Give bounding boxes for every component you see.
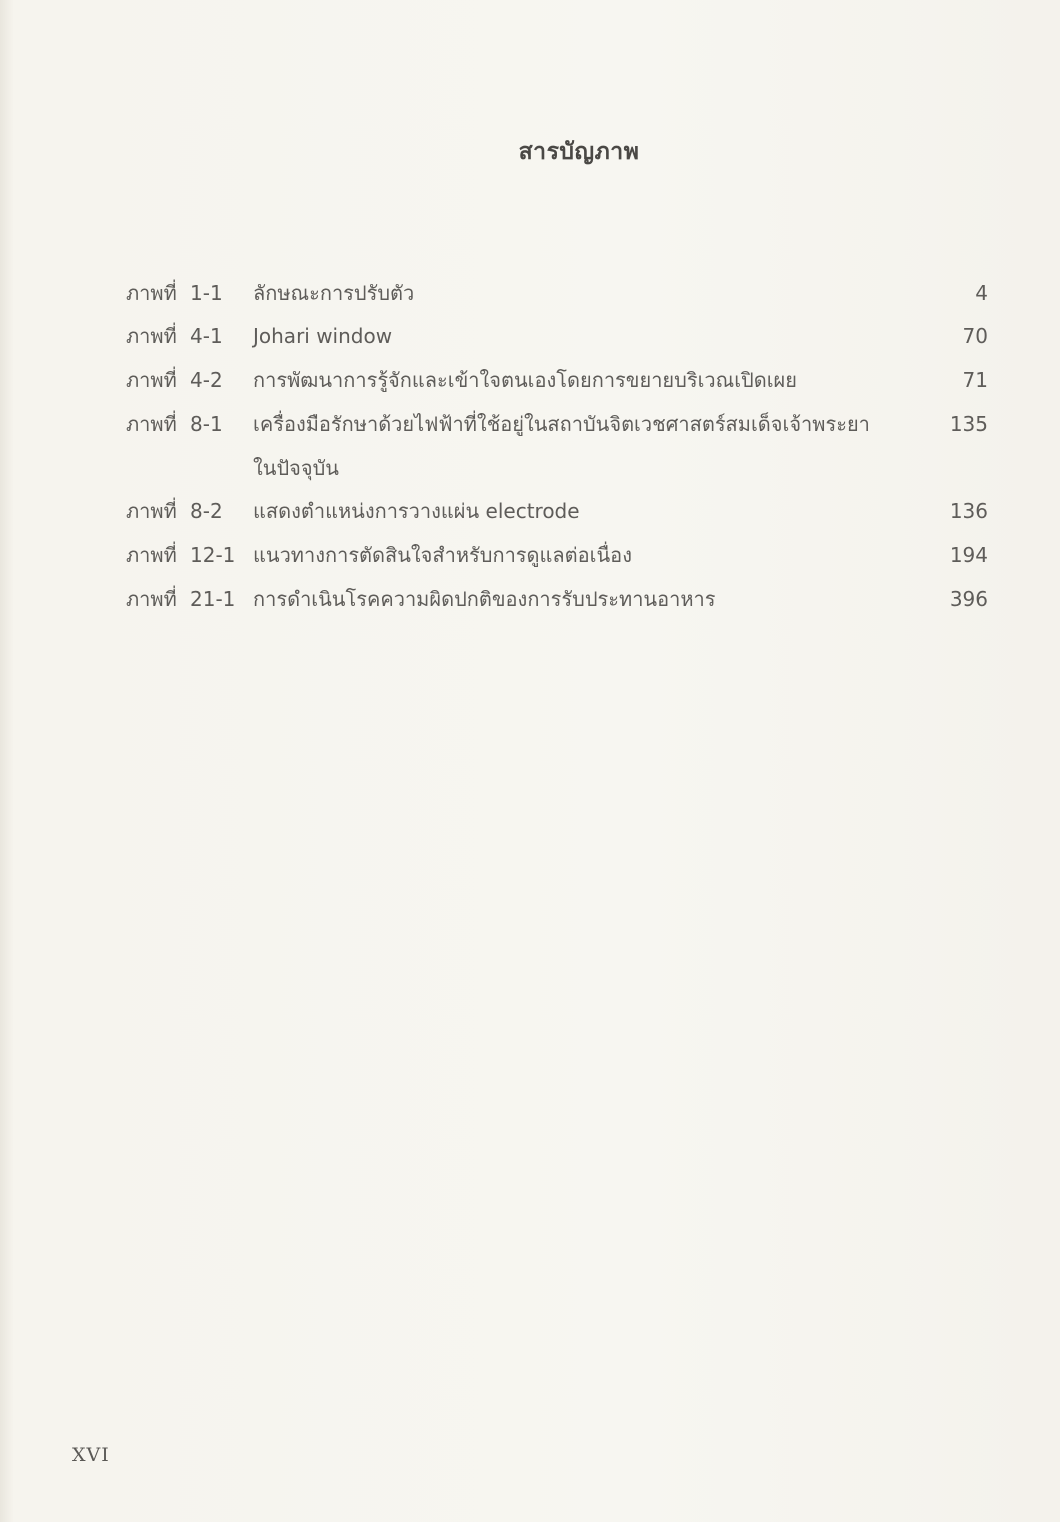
page-number: 71 <box>962 368 988 392</box>
figure-caption: แนวทางการตัดสินใจสำหรับการดูแลต่อเนื่อง <box>253 543 632 567</box>
figure-caption-continuation: ในปัจจุบัน <box>253 456 339 480</box>
figure-number: 4-2 <box>190 368 223 392</box>
figure-label: ภาพที่ <box>126 543 177 567</box>
page-number: 70 <box>962 324 988 348</box>
figure-caption: เครื่องมือรักษาด้วยไฟฟ้าที่ใช้อยู่ในสถาบันจิตเวชศาสตร์สมเด็จเจ้าพระยา <box>253 412 870 436</box>
figure-number: 12-1 <box>190 543 236 567</box>
figure-caption: แสดงตำแหน่งการวางแผ่น electrode <box>253 499 580 523</box>
page-number: 136 <box>949 499 988 523</box>
page-number: 135 <box>949 412 988 436</box>
page-title: สารบัญภาพ <box>518 139 640 165</box>
figure-number: 4-1 <box>190 324 223 348</box>
figure-label: ภาพที่ <box>126 281 177 305</box>
figure-caption: ลักษณะการปรับตัว <box>253 281 415 305</box>
figure-label: ภาพที่ <box>126 587 177 611</box>
figure-number: 8-2 <box>190 499 223 523</box>
figure-caption: การพัฒนาการรู้จักและเข้าใจตนเองโดยการขยายบริเวณเปิดเผย <box>253 368 797 392</box>
figure-label: ภาพที่ <box>126 324 177 348</box>
page-number: 396 <box>949 587 988 611</box>
figure-number: 1-1 <box>190 281 223 305</box>
figure-number: 8-1 <box>190 412 223 436</box>
page-number: 4 <box>975 281 988 305</box>
page-number: 194 <box>949 543 988 567</box>
figure-caption: Johari window <box>253 324 393 348</box>
figure-label: ภาพที่ <box>126 412 177 436</box>
figure-caption: การดำเนินโรคความผิดปกติของการรับประทานอาหาร <box>253 587 716 611</box>
figure-label: ภาพที่ <box>126 368 177 392</box>
figure-number: 21-1 <box>190 587 236 611</box>
page-footer-number: XVI <box>72 1444 110 1466</box>
figure-label: ภาพที่ <box>126 499 177 523</box>
